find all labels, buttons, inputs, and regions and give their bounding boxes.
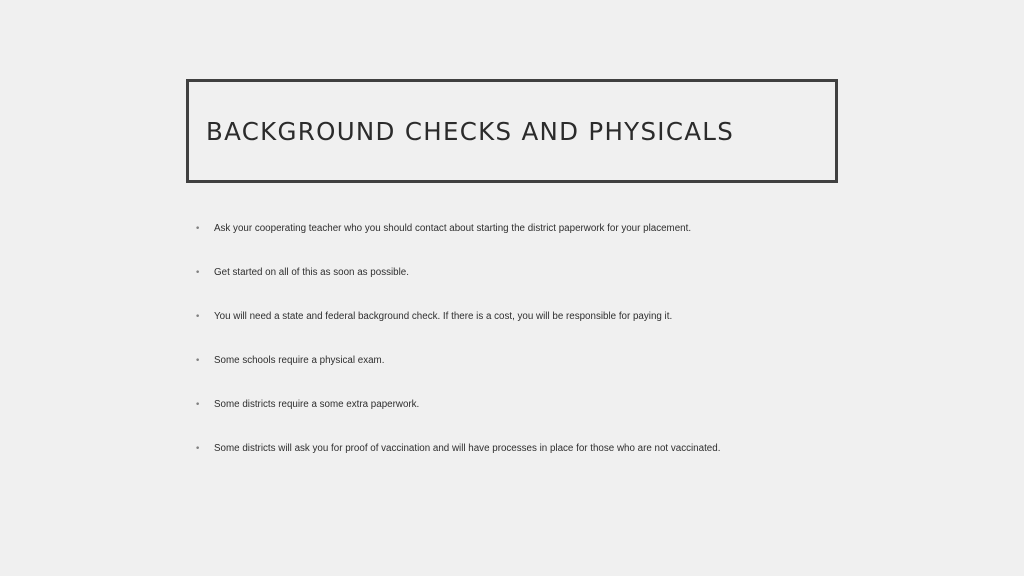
bullet-item [195, 394, 975, 438]
title-box [186, 79, 838, 183]
bullet-text: Some schools require a physical exam. [214, 355, 385, 366]
bullet-item [195, 262, 975, 306]
bullet-text: Some districts require a some extra paperwork. [214, 399, 420, 410]
bullet-icon: • [195, 312, 201, 322]
bullet-text: You will need a state and federal background check. If there is a cost, you will be responsible for paying it. [214, 311, 673, 322]
bullet-item [195, 306, 975, 350]
bullet-list [195, 218, 975, 482]
bullet-item [195, 438, 975, 482]
bullet-text: Ask your cooperating teacher who you should contact about starting the district paperwork for your placement. [214, 223, 692, 234]
bullet-icon: • [195, 356, 201, 366]
bullet-text: Some districts will ask you for proof of vaccination and will have processes in place for those who are not vaccinated. [214, 443, 721, 454]
bullet-item [195, 350, 975, 394]
bullet-icon: • [195, 444, 201, 454]
bullet-text: Get started on all of this as soon as possible. [214, 267, 409, 278]
bullet-icon: • [195, 268, 201, 278]
bullet-icon: • [195, 400, 201, 410]
bullet-item [195, 218, 975, 262]
bullet-icon: • [195, 224, 201, 234]
slide-title: BACKGROUND CHECKS AND PHYSICALS [206, 116, 735, 146]
